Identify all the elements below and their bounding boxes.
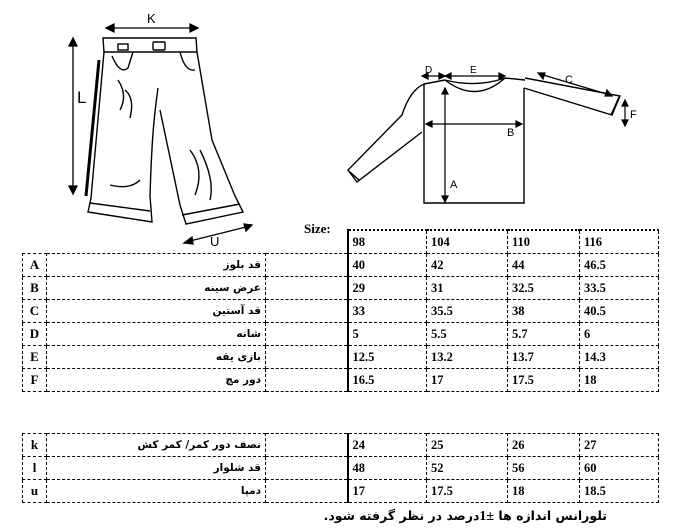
empty-cell — [266, 254, 348, 277]
cell-value: 14.3 — [580, 346, 659, 369]
row-code: A — [23, 254, 47, 277]
cell-value: 5.5 — [427, 323, 508, 346]
shirt-label-e: E — [470, 65, 477, 76]
row-code: C — [23, 300, 47, 323]
size-header-116: 116 — [580, 230, 659, 254]
row-code: u — [23, 480, 47, 503]
cell-value: 33 — [348, 300, 427, 323]
size-header-110: 110 — [508, 230, 580, 254]
pants-label-k: K — [147, 11, 156, 26]
cell-value: 31 — [427, 277, 508, 300]
cell-value: 18 — [508, 480, 580, 503]
cell-value: 13.2 — [427, 346, 508, 369]
empty-cell — [266, 457, 348, 480]
size-header-104: 104 — [427, 230, 508, 254]
shirt-label-f: F — [630, 109, 637, 121]
table-row — [23, 369, 659, 392]
row-code: B — [23, 277, 47, 300]
cell-value: 52 — [427, 457, 508, 480]
cell-value: 56 — [508, 457, 580, 480]
row-code: k — [23, 434, 47, 457]
table-row — [23, 434, 659, 457]
tolerance-text-b: درصد در نظر گرفته شود. — [323, 508, 480, 523]
pants-illustration — [86, 38, 243, 224]
cell-value: 40.5 — [580, 300, 659, 323]
row-label: شانه — [47, 323, 266, 346]
cell-value: 32.5 — [508, 277, 580, 300]
cell-value: 17.5 — [427, 480, 508, 503]
cell-value: 27 — [580, 434, 659, 457]
shirt-label-c: C — [565, 74, 573, 86]
cell-value: 17.5 — [508, 369, 580, 392]
empty-cell — [266, 323, 348, 346]
table-row — [23, 277, 659, 300]
size-header-row — [23, 230, 659, 254]
shirt-label-b: B — [507, 127, 515, 139]
cell-value: 25 — [427, 434, 508, 457]
cell-value: 38 — [508, 300, 580, 323]
cell-value: 17 — [348, 480, 427, 503]
table-row — [23, 346, 659, 369]
row-label: نصف دور کمر/ کمر کش — [47, 434, 266, 457]
cell-value: 48 — [348, 457, 427, 480]
cell-value: 29 — [348, 277, 427, 300]
cell-value: 17 — [427, 369, 508, 392]
pants-label-l: L — [77, 88, 87, 107]
cell-value: 16.5 — [348, 369, 427, 392]
shirt-label-a: A — [450, 179, 458, 191]
cell-value: 18 — [580, 369, 659, 392]
cell-value: 5 — [348, 323, 427, 346]
cell-value: 12.5 — [348, 346, 427, 369]
empty-cell — [266, 369, 348, 392]
row-code: E — [23, 346, 47, 369]
table-row — [23, 300, 659, 323]
row-code: D — [23, 323, 47, 346]
cell-value: 26 — [508, 434, 580, 457]
shirt-size-table — [22, 229, 659, 392]
tolerance-value: ±1 — [479, 509, 495, 524]
tolerance-note — [324, 508, 607, 525]
table-row — [23, 457, 659, 480]
row-label: دمپا — [47, 480, 266, 503]
empty-cell — [266, 300, 348, 323]
garment-diagrams — [0, 0, 675, 260]
cell-value: 44 — [508, 254, 580, 277]
row-label: قد بلوز — [47, 254, 266, 277]
cell-value: 60 — [580, 457, 659, 480]
empty-cell — [266, 480, 348, 503]
row-label: قد آستین — [47, 300, 266, 323]
shirt-label-d: D — [425, 65, 433, 76]
row-label: قد شلوار — [47, 457, 266, 480]
cell-value: 24 — [348, 434, 427, 457]
row-label: دور مچ — [47, 369, 266, 392]
size-title: Size: — [304, 221, 331, 236]
cell-value: 35.5 — [427, 300, 508, 323]
size-header-98: 98 — [348, 230, 427, 254]
row-code: F — [23, 369, 47, 392]
cell-value: 40 — [348, 254, 427, 277]
pants-label-u: U — [210, 234, 220, 249]
row-label: بازی یقه — [47, 346, 266, 369]
shirt-illustration — [348, 78, 620, 203]
cell-value: 42 — [427, 254, 508, 277]
cell-value: 13.7 — [508, 346, 580, 369]
cell-value: 5.7 — [508, 323, 580, 346]
tolerance-text-a: تلورانس اندازه ها — [494, 508, 607, 523]
table-row — [23, 480, 659, 503]
cell-value: 18.5 — [580, 480, 659, 503]
cell-value: 33.5 — [580, 277, 659, 300]
empty-cell — [266, 277, 348, 300]
table-row — [23, 323, 659, 346]
cell-value: 6 — [580, 323, 659, 346]
row-label: عرض سینه — [47, 277, 266, 300]
cell-value: 46.5 — [580, 254, 659, 277]
row-code: l — [23, 457, 47, 480]
empty-cell — [266, 346, 348, 369]
table-row — [23, 254, 659, 277]
pants-size-table — [22, 433, 659, 503]
empty-cell — [266, 434, 348, 457]
